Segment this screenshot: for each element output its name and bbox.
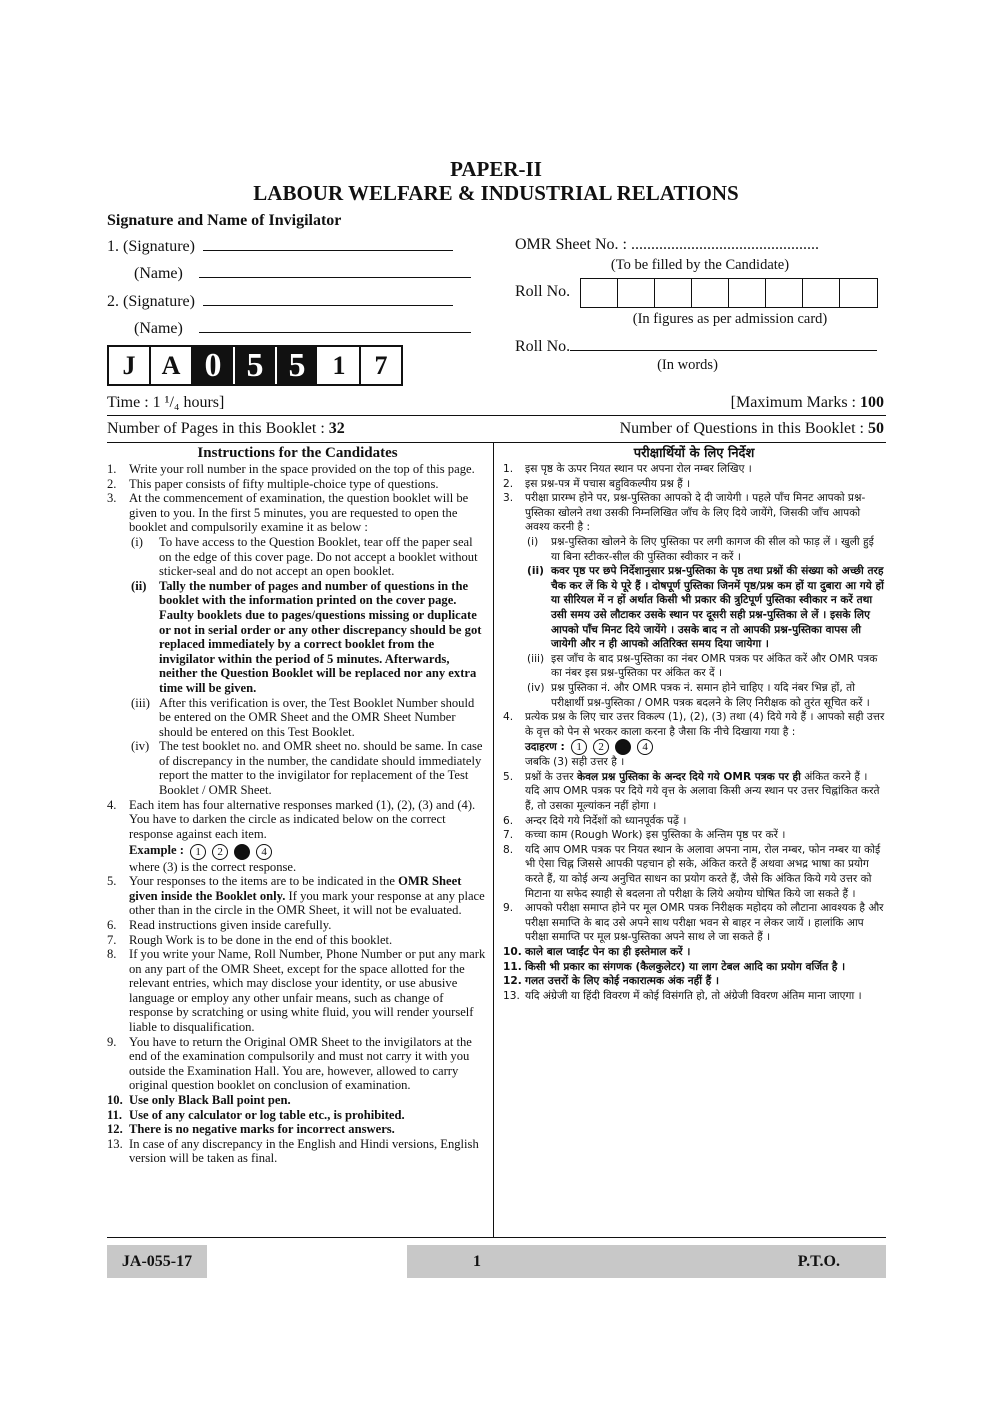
roll-digit-box[interactable] bbox=[803, 279, 840, 307]
instruction-item: 3. At the commencement of examination, the question booklet will be given to you. In the first 5 minutes, you are requested to open the booklet and compulsorily examine it as below : (i) To have access to the Question Booklet, tear off the paper seal on the edge of this cover page. Do not accept a booklet without sticker-seal and do not accept an open booklet. (ii) Tally the number of pages and number of questions in the booklet with the information printed on the cover page. Faulty booklets due to pages/questions missing or duplicate or not in serial order or any other discrepancy should be got replaced immediately by a correct booklet from the invigilator within the period of 5 minutes. Afterwards, neither the Question Booklet will be replaced nor any extra time will be given. (iii) After this verification is over, the Test Booklet Number should be entered on the OMR Sheet and the OMR Sheet Number should be entered on this Test Booklet. (iv) The test booklet no. and OMR sheet no. should be same. In case of discrepancy in the number, the candidate should immediately report the matter to the invigilator for replacement of the Test Booklet / OMR Sheet. bbox=[107, 491, 488, 797]
instruction-item: 11. किसी भी प्रकार का संगणक (कैलकुलेटर) या लाग टेबल आदि का प्रयोग वर्जित है । bbox=[503, 960, 846, 973]
instruction-item: 6. Read instructions given inside carefully. bbox=[107, 917, 332, 932]
signature-2-line[interactable] bbox=[203, 291, 453, 306]
instruction-item: 11. Use of any calculator or log table etc., is prohibited. bbox=[107, 1107, 405, 1122]
instruction-item: 10. Use only Black Ball point pen. bbox=[107, 1093, 291, 1108]
roll-words-label: Roll No. bbox=[515, 338, 571, 355]
max-marks bbox=[731, 394, 884, 412]
instruction-item: 1. इस पृष्ठ के ऊपर नियत स्थान पर अपना रोल नम्बर लिखिए । bbox=[503, 463, 752, 475]
instruction-item: 2. This paper consists of fifty multiple-choice type of questions. bbox=[107, 476, 439, 491]
instruction-item: 3. परीक्षा प्रारम्भ होने पर, प्रश्न-पुस्तिका आपको दे दी जायेगी । पहले पाँच मिनट आपको प्रश्न-पुस्तिका खोलने तथा उसकी निम्नलिखित जाँच के लिए दिये जायेंगे, जिसकी जाँच आपको अवश्य करनी है : (i) प्रश्न-पुस्तिका खोलने के लिए पुस्तिका पर लगी कागज की सील को फाड़ लें । खुली हुई या बिना स्टीकर-सील की पुस्तिका स्वीकार न करें । (ii) कवर पृष्ठ पर छपे निर्देशानुसार प्रश्न-पुस्तिका के पृष्ठ तथा प्रश्नों की संख्या को अच्छी तरह चैक कर लें कि ये पूरे हैं । दोषपूर्ण पुस्तिका जिनमें पृष्ठ/प्रश्न कम हों या दुबारा आ गये हों या सीरियल में न हों अर्थात किसी भी प्रकार की त्रुटिपूर्ण पुस्तिका स्वीकार न करें तथा उसी समय उसे लौटाकर उसके स्थान पर दूसरी सही प्रश्न-पुस्तिका ले लें । इसके लिए आपको पाँच मिनट दिये जायेंगे । उसके बाद न तो आपकी प्रश्न-पुस्तिका वापस ली जायेगी और न ही आपको अतिरिक्त समय दिया जायेगा । (iii) इस जाँच के बाद प्रश्न-पुस्तिका का नंबर OMR पत्रक पर अंकित करें और OMR पत्रक का नंबर इस प्रश्न-पुस्तिका पर अंकित कर दें । (iv) प्रश्न पुस्तिका नं. और OMR पत्रक नं. समान होने चाहिए । यदि नंबर भिन्न हों, तो परीक्षार्थी प्रश्न-पुस्तिका / OMR पत्रक बदलने के लिए निरीक्षक को तुरंत सूचित करें । bbox=[503, 492, 884, 709]
name-2-row bbox=[134, 318, 471, 338]
instruction-item: 8. यदि आप OMR पत्रक पर नियत स्थान के अलावा अपना नाम, रोल नम्बर, फोन नम्बर या कोई भी ऐसा चिह्न जिससे आपकी पहचान हो सके, अंकित करते हैं अथवा अभद्र भाषा का प्रयोग करते हैं, या कोई अन्य अनुचित साधन का प्रयोग करते हैं, जैसे कि अंकित किये गये उत्तर को मिटाना या सफेद स्याही से बदलना तो परीक्षा के लिये अयोग्य घोषित किये जा सकते हैं । bbox=[503, 843, 881, 900]
roll-digit-box[interactable] bbox=[581, 279, 618, 307]
instruction-item: 13. In case of any discrepancy in the English and Hindi versions, English version will be taken as final. bbox=[107, 1136, 479, 1166]
footer-bar bbox=[407, 1245, 886, 1278]
instruction-item: 4. प्रत्येक प्रश्न के लिए चार उत्तर विकल्प (1), (2), (3) तथा (4) दिये गये हैं । आपको सही उत्तर के वृत्त को पेन से भरकर काला करना है जैसा कि नीचे दिखाया गया है : उदाहरण : 1 2 3 4 जबकि (3) सही उत्तर है । bbox=[503, 711, 885, 769]
instruction-item: 8. If you write your Name, Roll Number, Phone Number or put any mark on any part of the OMR Sheet, except for the space allotted for the relevant entries, which may disclose your identity, or use abusive language or employ any other unfair means, such as change of response by scratching or using white fluid, you will render yourself liable to disqualification. bbox=[107, 947, 486, 1035]
english-heading: Instructions for the Candidates bbox=[197, 445, 398, 461]
instruction-item: 7. कच्चा काम (Rough Work) इस पुस्तिका के अन्तिम पृष्ठ पर करें । bbox=[503, 829, 786, 842]
instruction-item: 1. Write your roll number in the space provided on the top of this page. bbox=[107, 462, 475, 476]
roll-digit-box[interactable] bbox=[840, 279, 877, 307]
instruction-item: 9. You have to return the Original OMR Sheet to the invigilators at the end of the examination compulsorily and must not carry it with you outside the Examination Hall. You are, however, allowed to carry original question booklet on conclusion of examination. bbox=[107, 1034, 472, 1093]
option-circle: 1 bbox=[190, 844, 206, 860]
page-number: 1 bbox=[473, 1252, 481, 1270]
roll-no-note: (In figures as per admission card) bbox=[632, 311, 828, 327]
pages-value: 32 bbox=[328, 420, 345, 437]
option-circle-filled: 3 bbox=[234, 844, 250, 860]
omr-note: (To be filled by the Candidate) bbox=[610, 257, 790, 273]
divider bbox=[107, 1237, 886, 1238]
signature-2-label: 2. (Signature) bbox=[107, 293, 195, 310]
option-circle: 4 bbox=[637, 739, 653, 755]
instruction-item: 4. Each item has four alternative responses marked (1), (2), (3) and (4). You have to darken the circle as indicated below on the correct response against each item. Example : 1 2 3 4 where (3) is the correct response. bbox=[107, 798, 488, 874]
divider bbox=[107, 442, 886, 443]
booklet-code bbox=[107, 345, 403, 386]
instruction-item: 9. आपको परीक्षा समाप्त होने पर मूल OMR पत्रक निरीक्षक महोदय को लौटाना आवश्यक है और परीक्षा समाप्ति के बाद उसे अपने साथ परीक्षा भवन से बाहर न लेकर जायें । हालांकि आप परीक्षा समाप्ति पर मूल प्रश्न-पुस्तिका अपने साथ ले जा सकते हैं । bbox=[503, 902, 884, 944]
instruction-item: 5. प्रश्नों के उत्तर केवल प्रश्न पुस्तिका के अन्दर दिये गये OMR पत्रक पर ही अंकित करने हैं । यदि आप OMR पत्रक पर दिये गये वृत्त के अलावा किसी अन्य स्थान पर उत्तर चिह्नांकित करते हैं, तो उसका मूल्यांकन नहीं होगा । bbox=[503, 770, 880, 813]
name-1-line[interactable] bbox=[199, 263, 471, 278]
paper-title: PAPER-II bbox=[450, 157, 542, 181]
example-label: Example : bbox=[129, 843, 184, 858]
omr-sheet-no[interactable]: OMR Sheet No. : ............................................... bbox=[515, 236, 819, 253]
signature-1-label: 1. (Signature) bbox=[107, 238, 195, 255]
name-1-label: (Name) bbox=[134, 265, 183, 282]
questions-value: 50 bbox=[868, 420, 884, 437]
instruction-item: 13. यदि अंग्रेजी या हिंदी विवरण में कोई विसंगति हो, तो अंग्रेजी विवरण अंतिम माना जाएगा । bbox=[503, 989, 862, 1002]
code-char: 5 bbox=[277, 347, 319, 384]
roll-no-boxes[interactable] bbox=[580, 278, 878, 308]
divider bbox=[107, 415, 886, 416]
instruction-item: 12. There is no negative marks for incorrect answers. bbox=[107, 1122, 395, 1137]
questions-label: Number of Questions in this Booklet : bbox=[619, 420, 868, 437]
instruction-subitem: (i) To have access to the Question Booklet, tear off the paper seal on the edge of this cover page. Do not accept a booklet without sticker-seal and do not accept an open booklet. bbox=[131, 534, 478, 579]
instruction-subitem: (iv) The test booklet no. and OMR sheet no. should be same. In case of discrepancy in the number, the candidate should immediately report the matter to the invigilator for replacement of the Test Booklet / OMR Sheet. bbox=[131, 739, 483, 798]
instruction-item: 12. गलत उत्तरों के लिए कोई नकारात्मक अंक नहीं हैं । bbox=[503, 975, 719, 988]
roll-digit-box[interactable] bbox=[729, 279, 766, 307]
signature-1-row bbox=[107, 236, 453, 256]
code-char: A bbox=[151, 347, 193, 384]
signature-1-line[interactable] bbox=[203, 236, 453, 251]
pages-count bbox=[107, 420, 345, 438]
instruction-subitem: (iii) इस जाँच के बाद प्रश्न-पुस्तिका का नंबर OMR पत्रक पर अंकित करें और OMR पत्रक का नंबर इस प्रश्न-पुस्तिका पर अंकित कर दें । bbox=[527, 652, 878, 680]
english-instructions bbox=[107, 445, 488, 1166]
roll-words-note: (In words) bbox=[657, 357, 718, 373]
example-row bbox=[129, 843, 488, 859]
pto-label: P.T.O. bbox=[797, 1252, 840, 1270]
code-char: 5 bbox=[235, 347, 277, 384]
code-char: 0 bbox=[193, 347, 235, 384]
roll-no-label: Roll No. bbox=[515, 283, 571, 300]
instruction-item: 2. इस प्रश्न-पत्र में पचास बहुविकल्पीय प्रश्न हैं । bbox=[503, 477, 691, 490]
questions-count bbox=[620, 420, 884, 438]
invigilator-heading: Signature and Name of Invigilator bbox=[107, 212, 342, 229]
name-1-row bbox=[134, 263, 471, 283]
instruction-subitem: (iii) After this verification is over, the Test Booklet Number should be entered on the OMR Sheet and the OMR Sheet Number should be entered on this Test Booklet. bbox=[131, 695, 475, 739]
signature-2-row bbox=[107, 291, 453, 311]
example-label: उदाहरण : bbox=[525, 741, 565, 754]
max-marks-label: [Maximum Marks : bbox=[730, 394, 860, 411]
roll-words-line[interactable] bbox=[570, 336, 877, 351]
option-circle: 4 bbox=[256, 844, 272, 860]
footer-code: JA-055-17 bbox=[107, 1245, 207, 1278]
instruction-item: 10. काले बाल प्वाईंट पेन का ही इस्तेमाल करें । bbox=[503, 946, 691, 958]
option-circle: 1 bbox=[571, 739, 587, 755]
instruction-item: 7. Rough Work is to be done in the end of this booklet. bbox=[107, 932, 393, 947]
hindi-instructions bbox=[503, 445, 885, 1003]
name-2-line[interactable] bbox=[199, 318, 471, 333]
example-row bbox=[525, 739, 885, 755]
instruction-subitem: (i) प्रश्न-पुस्तिका खोलने के लिए पुस्तिका पर लगी कागज की सील को फाड़ लें । खुली हुई या बिना स्टीकर-सील की पुस्तिका स्वीकार न करें । bbox=[527, 535, 874, 563]
option-circle-filled: 3 bbox=[615, 739, 631, 755]
instruction-item: 6. अन्दर दिये गये निर्देशों को ध्यानपूर्वक पढ़ें । bbox=[503, 814, 687, 827]
time-allowed: Time : 1 ¹/₄ hours] bbox=[107, 394, 225, 411]
name-2-label: (Name) bbox=[134, 320, 183, 337]
instruction-subitem: (iv) प्रश्न पुस्तिका नं. और OMR पत्रक नं. समान होने चाहिए । यदि नंबर भिन्न हों, तो परीक्षार्थी प्रश्न-पुस्तिका / OMR पत्रक बदलने के लिए निरीक्षक को तुरंत सूचित करें । bbox=[527, 681, 870, 709]
roll-digit-box[interactable] bbox=[692, 279, 729, 307]
column-divider bbox=[493, 442, 494, 1237]
hindi-heading: परीक्षार्थियों के लिए निर्देश bbox=[633, 446, 755, 461]
example-note: where (3) is the correct response. bbox=[129, 859, 297, 874]
example-note: जबकि (3) सही उत्तर है । bbox=[525, 756, 625, 769]
max-marks-value: 100 bbox=[860, 394, 884, 411]
subject-title: LABOUR WELFARE & INDUSTRIAL RELATIONS bbox=[253, 181, 739, 205]
code-char: 7 bbox=[374, 350, 388, 380]
option-circle: 2 bbox=[593, 739, 609, 755]
code-char: J bbox=[109, 347, 151, 384]
pages-label: Number of Pages in this Booklet : bbox=[107, 420, 329, 437]
instruction-subitem: (ii) Tally the number of pages and number of questions in the booklet with the information printed on the cover page. Faulty booklets due to pages/questions missing or duplicate or not in serial order or any other discrepancy should be got replaced immediately by a correct booklet from the invigilator within the period of 5 minutes. Afterwards, neither the Question Booklet will be replaced nor any extra time will be given. bbox=[131, 578, 482, 695]
roll-digit-box[interactable] bbox=[766, 279, 803, 307]
roll-digit-box[interactable] bbox=[655, 279, 692, 307]
instruction-subitem: (ii) कवर पृष्ठ पर छपे निर्देशानुसार प्रश्न-पुस्तिका के पृष्ठ तथा प्रश्नों की संख्या को अच्छी तरह चैक कर लें कि ये पूरे हैं । दोषपूर्ण पुस्तिका जिनमें पृष्ठ/प्रश्न कम हों या दुबारा आ गये हों या सीरियल में न हों अर्थात किसी भी प्रकार की त्रुटिपूर्ण पुस्तिका स्वीकार न करें तथा उसी समय उसे लौटाकर उसके स्थान पर दूसरी सही प्रश्न-पुस्तिका ले लें । इसके लिए आपको पाँच मिनट दिये जायेंगे । उसके बाद न तो आपकी प्रश्न-पुस्तिका वापस ली जायेगी और न ही आपको अतिरिक्त समय दिया जायेगा । bbox=[527, 565, 884, 651]
option-circle: 2 bbox=[212, 844, 228, 860]
roll-digit-box[interactable] bbox=[618, 279, 655, 307]
code-char: 1 bbox=[319, 347, 361, 384]
instruction-item: 5. Your responses to the items are to be indicated in the OMR Sheet given inside the Booklet only. If you mark your response at any place other than in the circle in the OMR Sheet, it will not be evaluated. bbox=[107, 874, 485, 918]
roll-words-row bbox=[515, 336, 877, 356]
